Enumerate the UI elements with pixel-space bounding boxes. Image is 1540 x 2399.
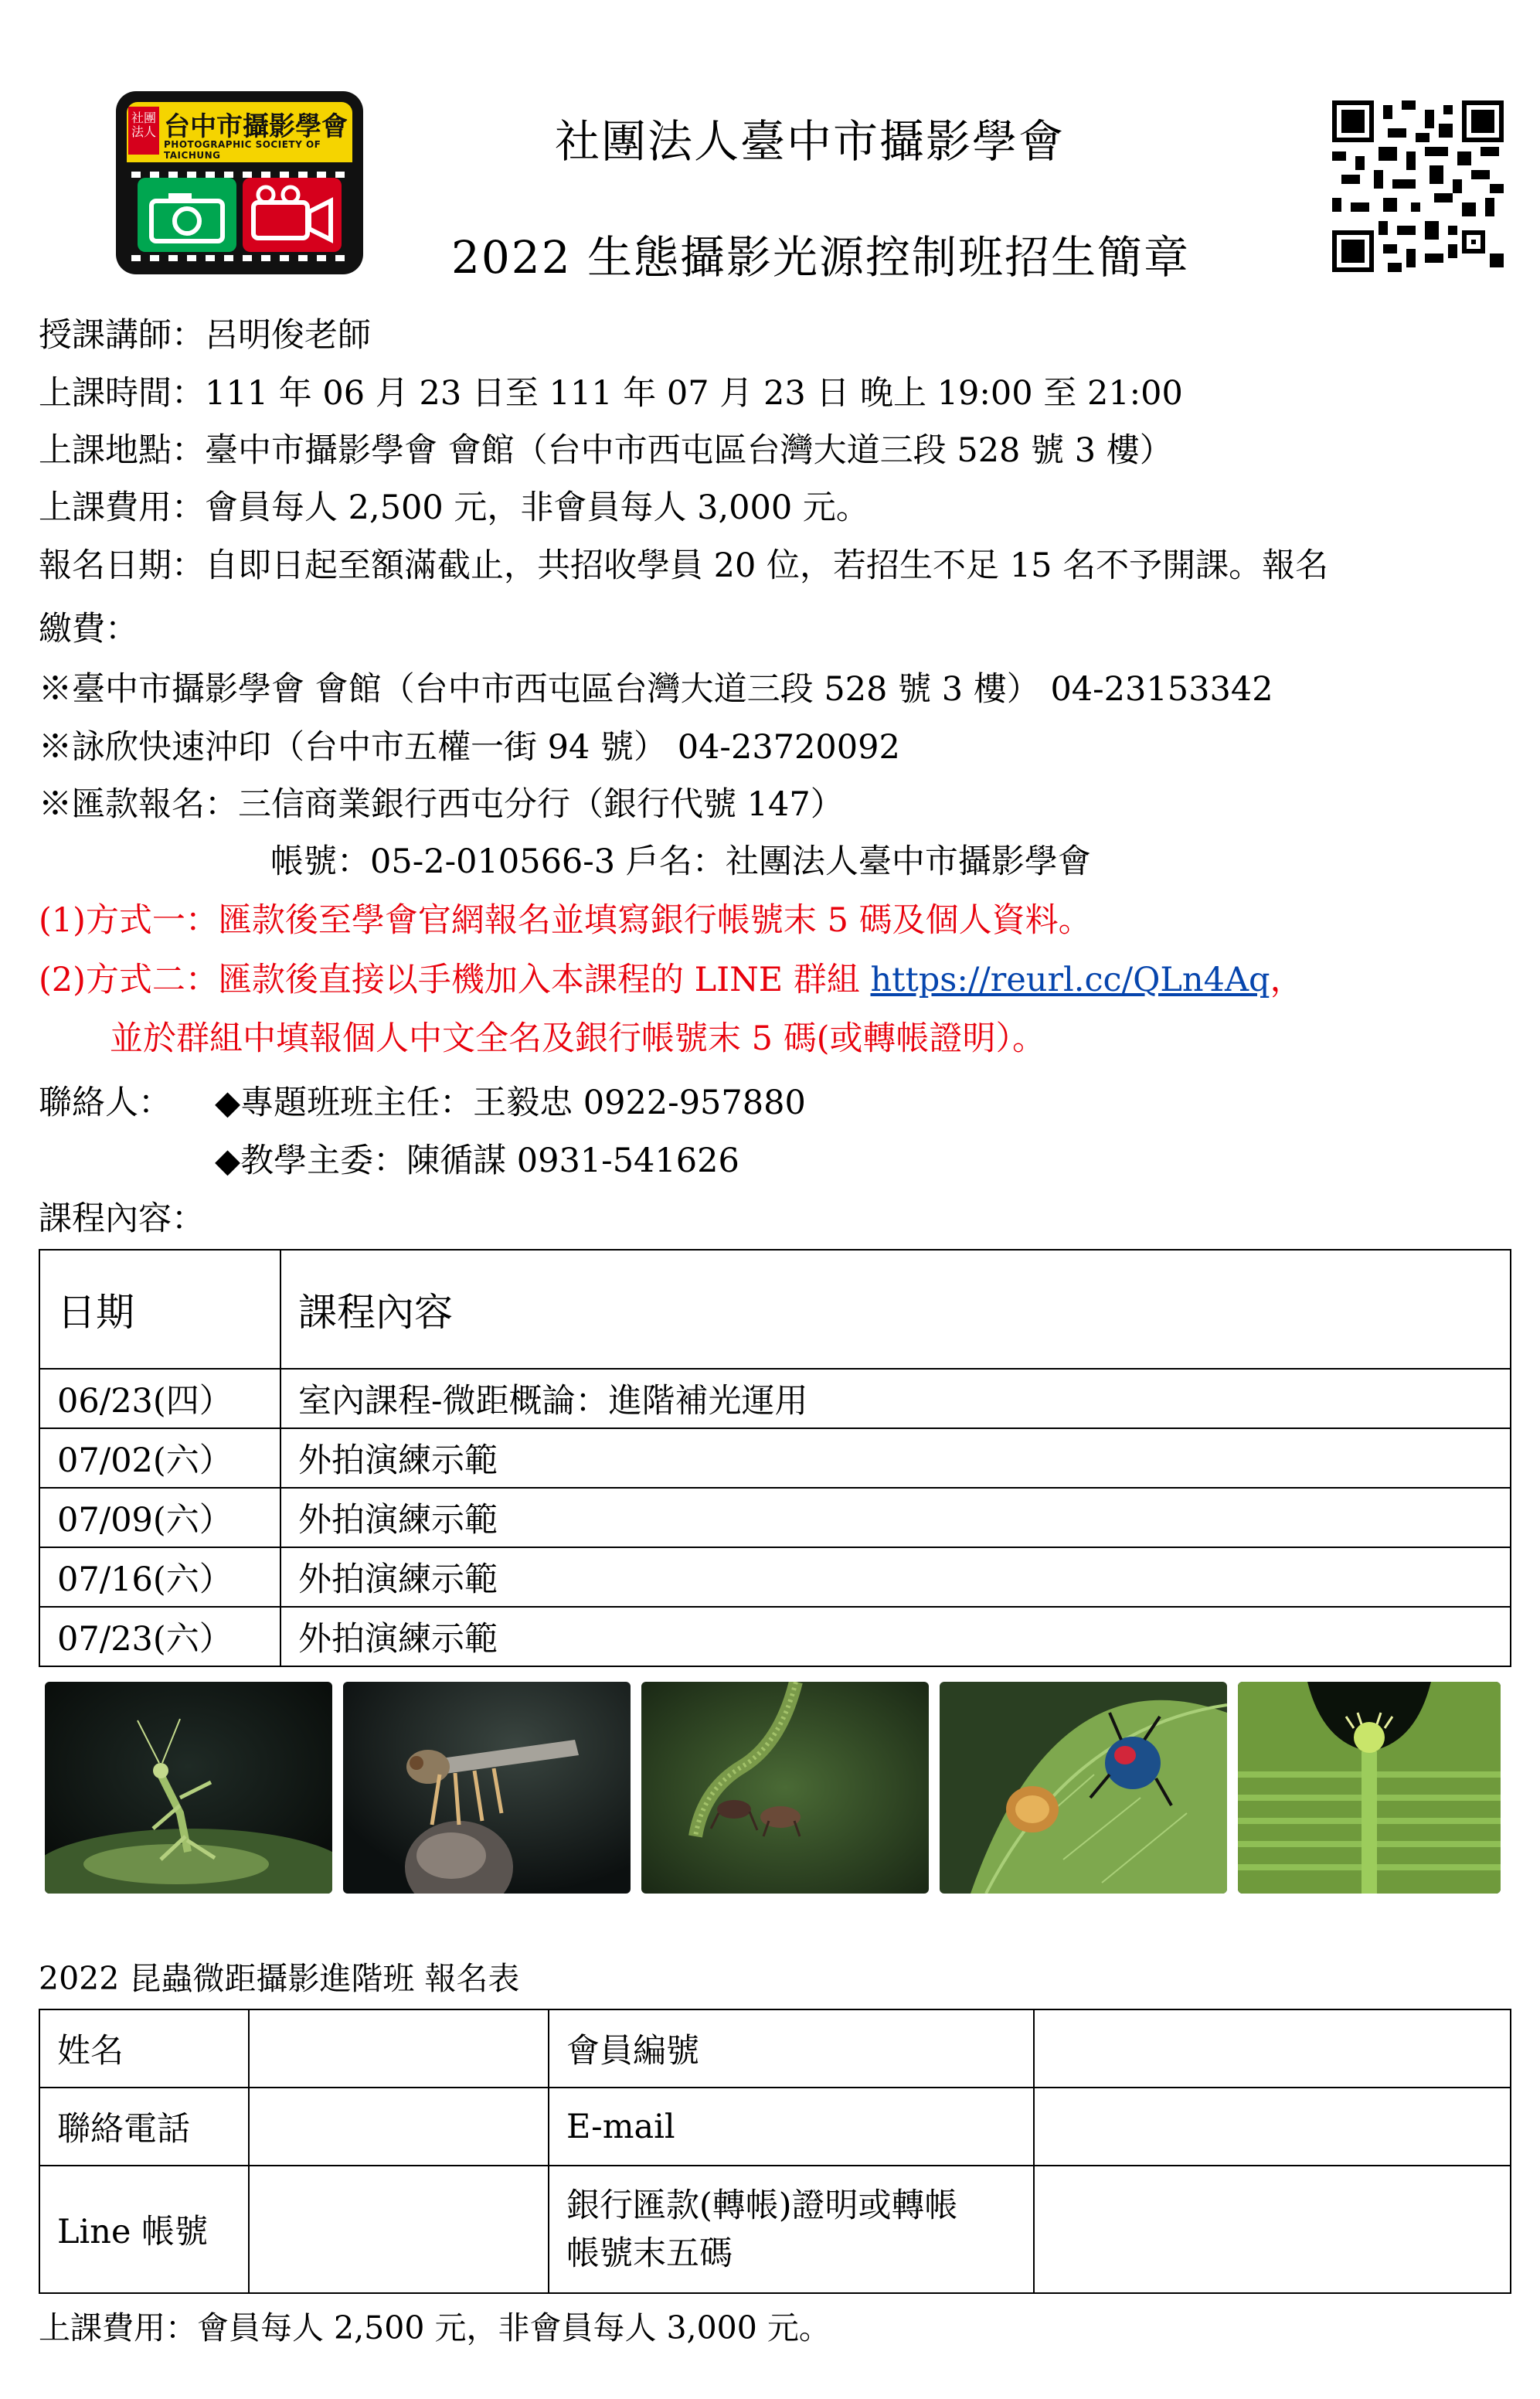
- registration-table: [39, 2009, 1511, 2294]
- method-two-suffix: ，: [1270, 961, 1304, 999]
- qr-code-icon[interactable]: [1332, 100, 1504, 272]
- registration-date-line: 報名日期：自即日起至額滿截止，共招收學員 20 位，若招生不足 15 名不予開課。報名: [39, 546, 1329, 585]
- email-input[interactable]: [1034, 2088, 1511, 2166]
- header-date: 日期: [39, 1250, 280, 1369]
- table-row: [39, 1488, 1511, 1547]
- table-header-row: [39, 1250, 1511, 1369]
- payment-label-line: 繳費：: [39, 610, 138, 648]
- payment-option-bank: ※匯款報名：三信商業銀行西屯分行（銀行代號 147）: [39, 785, 844, 824]
- fee-line: 上課費用：會員每人 2,500 元，非會員每人 3,000 元。: [39, 488, 869, 527]
- phone-label: 聯絡電話: [39, 2088, 249, 2166]
- table-row: [39, 1428, 1511, 1488]
- row-date: 07/16(六）: [39, 1547, 280, 1607]
- row-content: 外拍演練示範: [280, 1428, 1511, 1488]
- logo-name-en: PHOTOGRAPHIC SOCIETY OF TAICHUNG: [164, 139, 321, 161]
- row-content: 室內課程-微距概論：進階補光運用: [280, 1369, 1511, 1428]
- method-two-line-2: 並於群組中填報個人中文全名及銀行帳號末 5 碼(或轉帳證明）。: [110, 1019, 1045, 1058]
- photo-mantis: [45, 1682, 332, 1894]
- header-content: 課程內容: [280, 1250, 1511, 1369]
- line-account-label: Line 帳號: [39, 2166, 249, 2293]
- row-date: 06/23(四）: [39, 1369, 280, 1428]
- table-row: [39, 2166, 1511, 2293]
- photo-stem-insects: [641, 1682, 929, 1894]
- member-no-label: 會員編號: [549, 2009, 1034, 2088]
- name-label: 姓名: [39, 2009, 249, 2088]
- camera-icon: [138, 178, 236, 252]
- row-content: 外拍演練示範: [280, 1607, 1511, 1666]
- bank-proof-label-line-1: 銀行匯款(轉帳)證明或轉帳: [566, 2186, 958, 2225]
- photo-leaf-larva: [1238, 1682, 1501, 1894]
- row-date: 07/02(六）: [39, 1428, 280, 1488]
- photo-stink-bugs: [940, 1682, 1227, 1894]
- contact-person-2: ◆教學主委：陳循謀 0931-541626: [215, 1142, 739, 1180]
- method-two-line: [39, 957, 1304, 1003]
- registration-title: 2022 昆蟲微距攝影進階班 報名表: [39, 1960, 520, 1997]
- table-row: [39, 2009, 1511, 2088]
- method-two-prefix: (2)方式二：匯款後直接以手機加入本課程的 LINE 群組: [39, 961, 871, 999]
- bank-proof-input[interactable]: [1034, 2166, 1511, 2293]
- logo-name-cn: 台中市攝影學會: [164, 111, 348, 142]
- video-camera-icon: [243, 178, 342, 252]
- row-content: 外拍演練示範: [280, 1547, 1511, 1607]
- row-date: 07/23(六）: [39, 1607, 280, 1666]
- logo-corner-text: 社團法人: [128, 107, 159, 155]
- name-input[interactable]: [249, 2009, 549, 2088]
- row-date: 07/09(六）: [39, 1488, 280, 1547]
- table-row: [39, 2088, 1511, 2166]
- photo-robber-fly: [343, 1682, 631, 1894]
- schedule-line: 上課時間：111 年 06 月 23 日至 111 年 07 月 23 日 晚上 19:00 至 21:00: [39, 374, 1183, 413]
- bank-proof-label-line-2: 帳號末五碼: [566, 2234, 733, 2273]
- course-section-label: 課程內容：: [39, 1200, 205, 1238]
- course-table: [39, 1249, 1511, 1667]
- footer-fee-line: 上課費用：會員每人 2,500 元，非會員每人 3,000 元。: [39, 2309, 831, 2346]
- contact-label: 聯絡人：: [39, 1084, 172, 1122]
- member-no-input[interactable]: [1034, 2009, 1511, 2088]
- bank-proof-label: [549, 2166, 1034, 2293]
- page-title: 2022 生態攝影光源控制班招生簡章: [451, 231, 1191, 284]
- bank-account-line: 帳號：05-2-010566-3 戶名：社團法人臺中市攝影學會: [270, 842, 1091, 881]
- table-row: [39, 1369, 1511, 1428]
- phone-input[interactable]: [249, 2088, 549, 2166]
- location-line: 上課地點：臺中市攝影學會 會館（台中市西屯區台灣大道三段 528 號 3 樓）: [39, 431, 1173, 470]
- email-label: E-mail: [549, 2088, 1034, 2166]
- line-group-link[interactable]: https://reurl.cc/QLn4Aq: [870, 961, 1270, 999]
- row-content: 外拍演練示範: [280, 1488, 1511, 1547]
- society-logo: [116, 91, 363, 274]
- contact-person-1: ◆專題班班主任：王毅忠 0922-957880: [215, 1084, 806, 1122]
- table-row: [39, 1607, 1511, 1666]
- org-title: 社團法人臺中市攝影學會: [555, 115, 1066, 168]
- payment-option-print-shop: ※詠欣快速沖印（台中市五權一街 94 號） 04-23720092: [39, 728, 900, 767]
- payment-option-society: ※臺中市攝影學會 會館（台中市西屯區台灣大道三段 528 號 3 樓） 04-23153342: [39, 670, 1273, 709]
- method-one-line: (1)方式一：匯款後至學會官網報名並填寫銀行帳號末 5 碼及個人資料。: [39, 901, 1092, 940]
- instructor-line: 授課講師：呂明俊老師: [39, 316, 371, 355]
- line-account-input[interactable]: [249, 2166, 549, 2293]
- table-row: [39, 1547, 1511, 1607]
